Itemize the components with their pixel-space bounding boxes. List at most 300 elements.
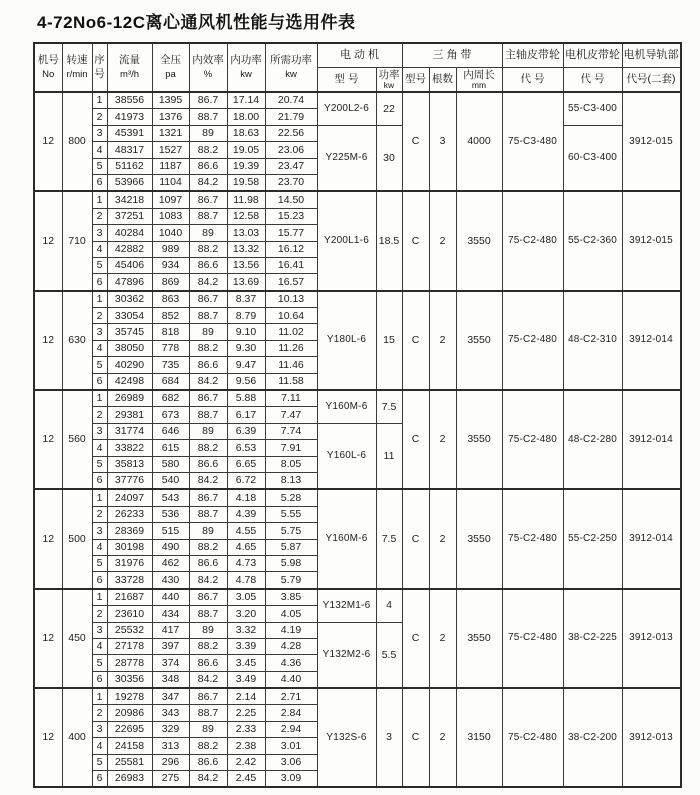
cell-seq: 2 — [92, 308, 107, 324]
cell-seq: 6 — [92, 771, 107, 788]
cell-required-power: 4.28 — [265, 638, 317, 654]
cell-machine-no: 12 — [34, 688, 62, 787]
cell-internal-power: 8.79 — [227, 308, 265, 324]
cell-pressure: 673 — [152, 407, 189, 423]
table-header — [34, 43, 681, 92]
header-unit: mm — [471, 79, 487, 90]
col-header-required-power — [265, 43, 317, 92]
cell-belt-model: C — [402, 390, 429, 489]
cell-flow: 34218 — [107, 191, 152, 208]
cell-seq: 1 — [92, 489, 107, 506]
header-label: 所需功率 — [270, 54, 312, 67]
cell-internal-power: 9.47 — [227, 357, 265, 373]
cell-seq: 6 — [92, 671, 107, 688]
cell-pressure: 536 — [152, 506, 189, 522]
cell-flow: 21687 — [107, 589, 152, 606]
cell-efficiency: 89 — [189, 523, 227, 539]
header-unit: % — [203, 68, 213, 80]
header-unit: No — [42, 68, 55, 80]
cell-flow: 37776 — [107, 472, 152, 489]
cell-efficiency: 84.2 — [189, 373, 227, 390]
cell-efficiency: 86.7 — [189, 390, 227, 407]
table-row — [34, 489, 681, 506]
cell-belt-count: 2 — [429, 390, 456, 489]
table-row — [34, 390, 681, 407]
cell-efficiency: 89 — [189, 324, 227, 340]
cell-belt-count: 2 — [429, 291, 456, 390]
cell-seq: 3 — [92, 622, 107, 638]
cell-flow: 19278 — [107, 688, 152, 705]
cell-internal-power: 6.39 — [227, 423, 265, 439]
cell-motor-pulley: 55-C2-250 — [563, 489, 622, 588]
cell-efficiency: 89 — [189, 125, 227, 141]
cell-flow: 38050 — [107, 340, 152, 356]
col-header-flow — [107, 43, 152, 92]
cell-required-power: 3.09 — [265, 771, 317, 788]
cell-main-pulley: 75-C2-480 — [502, 390, 563, 489]
cell-motor-power: 5.5 — [376, 622, 402, 688]
cell-motor-model: Y160L-6 — [317, 423, 376, 489]
cell-seq: 4 — [92, 142, 107, 158]
cell-efficiency: 88.7 — [189, 606, 227, 622]
col-header-rail-code: 代号(二套) — [622, 68, 681, 93]
cell-required-power: 8.05 — [265, 456, 317, 472]
cell-flow: 33728 — [107, 572, 152, 589]
cell-belt-count: 3 — [429, 92, 456, 191]
header-label: 流量 — [119, 54, 140, 67]
cell-flow: 42882 — [107, 241, 152, 257]
cell-speed: 500 — [62, 489, 92, 588]
cell-required-power: 16.41 — [265, 257, 317, 273]
cell-flow: 31976 — [107, 555, 152, 571]
cell-required-power: 23.47 — [265, 158, 317, 174]
cell-internal-power: 3.49 — [227, 671, 265, 688]
cell-seq: 1 — [92, 291, 107, 308]
cell-pressure: 417 — [152, 622, 189, 638]
cell-belt-model: C — [402, 291, 429, 390]
header-label: 内效率 — [192, 54, 224, 67]
cell-main-pulley: 75-C2-480 — [502, 589, 563, 688]
cell-required-power: 7.74 — [265, 423, 317, 439]
cell-internal-power: 3.20 — [227, 606, 265, 622]
cell-required-power: 11.46 — [265, 357, 317, 373]
cell-flow: 38556 — [107, 92, 152, 109]
cell-efficiency: 88.2 — [189, 440, 227, 456]
cell-efficiency: 84.2 — [189, 771, 227, 788]
cell-flow: 24097 — [107, 489, 152, 506]
cell-internal-power: 9.56 — [227, 373, 265, 390]
cell-efficiency: 86.7 — [189, 92, 227, 109]
cell-internal-power: 13.69 — [227, 274, 265, 291]
cell-internal-power: 2.25 — [227, 705, 265, 721]
cell-main-pulley: 75-C2-480 — [502, 291, 563, 390]
cell-flow: 30362 — [107, 291, 152, 308]
cell-seq: 1 — [92, 92, 107, 109]
cell-seq: 2 — [92, 705, 107, 721]
cell-internal-power: 4.39 — [227, 506, 265, 522]
cell-machine-no: 12 — [34, 589, 62, 688]
cell-required-power: 16.12 — [265, 241, 317, 257]
cell-machine-no: 12 — [34, 191, 62, 290]
cell-pressure: 397 — [152, 638, 189, 654]
cell-internal-power: 4.78 — [227, 572, 265, 589]
cell-flow: 33054 — [107, 308, 152, 324]
cell-machine-no: 12 — [34, 291, 62, 390]
cell-motor-pulley: 48-C2-310 — [563, 291, 622, 390]
cell-internal-power: 2.42 — [227, 754, 265, 770]
cell-belt-model: C — [402, 688, 429, 787]
cell-internal-power: 4.18 — [227, 489, 265, 506]
cell-pressure: 374 — [152, 655, 189, 671]
cell-pressure: 1527 — [152, 142, 189, 158]
table-row — [34, 688, 681, 705]
cell-belt-length: 3550 — [456, 191, 502, 290]
cell-flow: 20986 — [107, 705, 152, 721]
cell-motor-model: Y200L2-6 — [317, 92, 376, 125]
cell-efficiency: 84.2 — [189, 472, 227, 489]
cell-required-power: 5.87 — [265, 539, 317, 555]
cell-seq: 6 — [92, 472, 107, 489]
cell-motor-model: Y180L-6 — [317, 291, 376, 390]
cell-required-power: 20.74 — [265, 92, 317, 109]
cell-flow: 26989 — [107, 390, 152, 407]
cell-pressure: 1395 — [152, 92, 189, 109]
cell-required-power: 22.56 — [265, 125, 317, 141]
cell-flow: 28778 — [107, 655, 152, 671]
cell-seq: 2 — [92, 109, 107, 125]
col-header-seq — [92, 43, 107, 92]
cell-efficiency: 88.7 — [189, 208, 227, 224]
cell-internal-power: 3.45 — [227, 655, 265, 671]
cell-pressure: 682 — [152, 390, 189, 407]
cell-internal-power: 4.55 — [227, 523, 265, 539]
cell-motor-model: Y132M1-6 — [317, 589, 376, 622]
cell-pressure: 852 — [152, 308, 189, 324]
cell-internal-power: 3.39 — [227, 638, 265, 654]
header-row-1 — [34, 43, 681, 68]
cell-machine-no: 12 — [34, 489, 62, 588]
col-header-pressure — [152, 43, 189, 92]
cell-pressure: 863 — [152, 291, 189, 308]
cell-pressure: 462 — [152, 555, 189, 571]
cell-seq: 6 — [92, 572, 107, 589]
cell-rail: 3912-014 — [622, 489, 681, 588]
col-group-rail: 电机导轨部 — [622, 43, 681, 68]
cell-flow: 45391 — [107, 125, 152, 141]
page-title: 4-72No6-12C离心通风机性能与选用件表 — [37, 13, 356, 32]
col-header-motor-pulley-code: 代 号 — [563, 68, 622, 93]
cell-flow: 29381 — [107, 407, 152, 423]
cell-flow: 48317 — [107, 142, 152, 158]
header-unit: kw — [383, 79, 395, 90]
col-header-belt-model: 型号 — [402, 68, 429, 93]
cell-required-power: 14.50 — [265, 191, 317, 208]
cell-pressure: 1097 — [152, 191, 189, 208]
cell-seq: 1 — [92, 390, 107, 407]
cell-required-power: 23.06 — [265, 142, 317, 158]
cell-internal-power: 17.14 — [227, 92, 265, 109]
cell-flow: 26983 — [107, 771, 152, 788]
cell-pressure: 615 — [152, 440, 189, 456]
cell-internal-power: 2.38 — [227, 738, 265, 754]
cell-efficiency: 88.7 — [189, 506, 227, 522]
cell-motor-model: Y160M-6 — [317, 390, 376, 423]
cell-efficiency: 84.2 — [189, 174, 227, 191]
cell-flow: 24158 — [107, 738, 152, 754]
cell-efficiency: 86.7 — [189, 191, 227, 208]
cell-flow: 41973 — [107, 109, 152, 125]
table-row — [34, 125, 681, 141]
cell-efficiency: 88.2 — [189, 638, 227, 654]
cell-required-power: 4.19 — [265, 622, 317, 638]
col-header-internal-power — [227, 43, 265, 92]
col-group-main-pulley: 主轴皮带轮 — [502, 43, 563, 68]
header-label: 内功率 — [230, 54, 262, 67]
cell-machine-no: 12 — [34, 390, 62, 489]
cell-belt-count: 2 — [429, 191, 456, 290]
cell-efficiency: 84.2 — [189, 274, 227, 291]
cell-required-power: 21.79 — [265, 109, 317, 125]
cell-efficiency: 88.7 — [189, 705, 227, 721]
cell-efficiency: 88.2 — [189, 340, 227, 356]
cell-pressure: 296 — [152, 754, 189, 770]
cell-internal-power: 18.63 — [227, 125, 265, 141]
cell-pressure: 430 — [152, 572, 189, 589]
cell-pressure: 778 — [152, 340, 189, 356]
cell-flow: 40290 — [107, 357, 152, 373]
cell-efficiency: 86.6 — [189, 357, 227, 373]
header-unit: m³/h — [120, 68, 139, 80]
cell-pressure: 735 — [152, 357, 189, 373]
cell-pressure: 1376 — [152, 109, 189, 125]
col-header-motor-model: 型 号 — [317, 68, 376, 93]
cell-pressure: 440 — [152, 589, 189, 606]
cell-rail: 3912-014 — [622, 390, 681, 489]
col-header-belt-length — [456, 68, 502, 93]
cell-required-power: 7.11 — [265, 390, 317, 407]
cell-seq: 2 — [92, 407, 107, 423]
cell-belt-count: 2 — [429, 688, 456, 787]
cell-seq: 6 — [92, 174, 107, 191]
cell-internal-power: 3.32 — [227, 622, 265, 638]
cell-motor-power: 3 — [376, 688, 402, 787]
table-body — [34, 92, 681, 787]
cell-speed: 630 — [62, 291, 92, 390]
cell-efficiency: 86.7 — [189, 589, 227, 606]
cell-pressure: 989 — [152, 241, 189, 257]
col-header-belt-count: 根数 — [429, 68, 456, 93]
cell-internal-power: 18.00 — [227, 109, 265, 125]
cell-main-pulley: 75-C2-480 — [502, 489, 563, 588]
cell-internal-power: 5.88 — [227, 390, 265, 407]
cell-pressure: 818 — [152, 324, 189, 340]
cell-pressure: 1321 — [152, 125, 189, 141]
cell-efficiency: 89 — [189, 423, 227, 439]
cell-required-power: 5.28 — [265, 489, 317, 506]
cell-efficiency: 86.7 — [189, 291, 227, 308]
cell-internal-power: 19.58 — [227, 174, 265, 191]
cell-required-power: 15.77 — [265, 225, 317, 241]
cell-internal-power: 19.05 — [227, 142, 265, 158]
cell-required-power: 4.36 — [265, 655, 317, 671]
cell-seq: 5 — [92, 257, 107, 273]
cell-required-power: 11.26 — [265, 340, 317, 356]
cell-required-power: 4.05 — [265, 606, 317, 622]
cell-motor-power: 4 — [376, 589, 402, 622]
cell-flow: 23610 — [107, 606, 152, 622]
cell-efficiency: 86.6 — [189, 655, 227, 671]
col-header-motor-power — [376, 68, 402, 93]
cell-belt-model: C — [402, 489, 429, 588]
cell-motor-pulley: 48-C2-280 — [563, 390, 622, 489]
cell-seq: 3 — [92, 225, 107, 241]
cell-pressure: 348 — [152, 671, 189, 688]
cell-required-power: 5.75 — [265, 523, 317, 539]
cell-belt-model: C — [402, 92, 429, 191]
cell-flow: 26233 — [107, 506, 152, 522]
cell-belt-count: 2 — [429, 589, 456, 688]
cell-flow: 27178 — [107, 638, 152, 654]
cell-motor-model: Y160M-6 — [317, 489, 376, 588]
cell-internal-power: 19.39 — [227, 158, 265, 174]
cell-speed: 560 — [62, 390, 92, 489]
header-label: 功率 — [378, 68, 400, 81]
cell-seq: 3 — [92, 324, 107, 340]
cell-flow: 31774 — [107, 423, 152, 439]
header-label: 全压 — [160, 54, 181, 67]
cell-flow: 37251 — [107, 208, 152, 224]
cell-pressure: 313 — [152, 738, 189, 754]
cell-required-power: 2.94 — [265, 721, 317, 737]
cell-required-power: 7.91 — [265, 440, 317, 456]
cell-speed: 450 — [62, 589, 92, 688]
cell-pressure: 1104 — [152, 174, 189, 191]
cell-seq: 6 — [92, 274, 107, 291]
cell-flow: 51162 — [107, 158, 152, 174]
cell-efficiency: 86.6 — [189, 456, 227, 472]
cell-internal-power: 11.98 — [227, 191, 265, 208]
cell-pressure: 347 — [152, 688, 189, 705]
cell-pressure: 543 — [152, 489, 189, 506]
cell-flow: 42498 — [107, 373, 152, 390]
cell-required-power: 5.79 — [265, 572, 317, 589]
col-header-efficiency — [189, 43, 227, 92]
cell-efficiency: 86.6 — [189, 754, 227, 770]
cell-pressure: 329 — [152, 721, 189, 737]
cell-required-power: 10.64 — [265, 308, 317, 324]
cell-pressure: 1040 — [152, 225, 189, 241]
cell-pressure: 1083 — [152, 208, 189, 224]
col-group-belt: 三 角 带 — [402, 43, 502, 68]
cell-flow: 30198 — [107, 539, 152, 555]
cell-main-pulley: 75-C2-480 — [502, 688, 563, 787]
cell-motor-power: 22 — [376, 92, 402, 125]
cell-motor-pulley: 60-C3-400 — [563, 125, 622, 191]
cell-internal-power: 9.10 — [227, 324, 265, 340]
cell-seq: 1 — [92, 688, 107, 705]
col-header-main-pulley-code: 代 号 — [502, 68, 563, 93]
cell-motor-model: Y132M2-6 — [317, 622, 376, 688]
cell-belt-model: C — [402, 191, 429, 290]
cell-motor-power: 30 — [376, 125, 402, 191]
cell-seq: 3 — [92, 523, 107, 539]
cell-flow: 53966 — [107, 174, 152, 191]
cell-internal-power: 4.65 — [227, 539, 265, 555]
cell-motor-pulley: 55-C3-400 — [563, 92, 622, 125]
cell-internal-power: 8.37 — [227, 291, 265, 308]
cell-flow: 35745 — [107, 324, 152, 340]
cell-flow: 35813 — [107, 456, 152, 472]
cell-belt-length: 3550 — [456, 589, 502, 688]
cell-motor-power: 18.5 — [376, 191, 402, 290]
cell-efficiency: 86.7 — [189, 489, 227, 506]
cell-pressure: 490 — [152, 539, 189, 555]
cell-flow: 22695 — [107, 721, 152, 737]
cell-efficiency: 86.7 — [189, 688, 227, 705]
cell-flow: 45406 — [107, 257, 152, 273]
cell-internal-power: 2.14 — [227, 688, 265, 705]
cell-flow: 30356 — [107, 671, 152, 688]
cell-rail: 3912-015 — [622, 191, 681, 290]
cell-motor-pulley: 38-C2-200 — [563, 688, 622, 787]
cell-flow: 25532 — [107, 622, 152, 638]
cell-efficiency: 86.6 — [189, 158, 227, 174]
cell-required-power: 2.71 — [265, 688, 317, 705]
cell-seq: 5 — [92, 555, 107, 571]
cell-main-pulley: 75-C2-480 — [502, 191, 563, 290]
cell-efficiency: 89 — [189, 721, 227, 737]
cell-efficiency: 88.2 — [189, 142, 227, 158]
cell-belt-length: 3550 — [456, 489, 502, 588]
header-unit: kw — [240, 68, 252, 80]
cell-seq: 2 — [92, 506, 107, 522]
cell-motor-pulley: 55-C2-360 — [563, 191, 622, 290]
cell-required-power: 4.40 — [265, 671, 317, 688]
cell-required-power: 2.84 — [265, 705, 317, 721]
cell-belt-count: 2 — [429, 489, 456, 588]
cell-efficiency: 88.2 — [189, 738, 227, 754]
cell-internal-power: 13.32 — [227, 241, 265, 257]
header-label: 号 — [94, 67, 105, 80]
cell-seq: 1 — [92, 589, 107, 606]
cell-required-power: 16.57 — [265, 274, 317, 291]
cell-rail: 3912-013 — [622, 688, 681, 787]
cell-internal-power: 9.30 — [227, 340, 265, 356]
cell-pressure: 434 — [152, 606, 189, 622]
cell-pressure: 646 — [152, 423, 189, 439]
cell-belt-length: 3550 — [456, 390, 502, 489]
cell-efficiency: 88.7 — [189, 407, 227, 423]
cell-belt-length: 4000 — [456, 92, 502, 191]
cell-pressure: 275 — [152, 771, 189, 788]
cell-flow: 40284 — [107, 225, 152, 241]
cell-motor-power: 11 — [376, 423, 402, 489]
cell-efficiency: 88.2 — [189, 539, 227, 555]
cell-seq: 4 — [92, 440, 107, 456]
cell-flow: 47896 — [107, 274, 152, 291]
performance-table — [33, 42, 682, 788]
cell-seq: 3 — [92, 423, 107, 439]
cell-efficiency: 84.2 — [189, 572, 227, 589]
cell-seq: 5 — [92, 456, 107, 472]
cell-required-power: 3.01 — [265, 738, 317, 754]
table-row — [34, 92, 681, 109]
col-group-motor-pulley: 电机皮带轮 — [563, 43, 622, 68]
cell-seq: 1 — [92, 191, 107, 208]
cell-internal-power: 13.56 — [227, 257, 265, 273]
cell-internal-power: 6.53 — [227, 440, 265, 456]
cell-pressure: 580 — [152, 456, 189, 472]
